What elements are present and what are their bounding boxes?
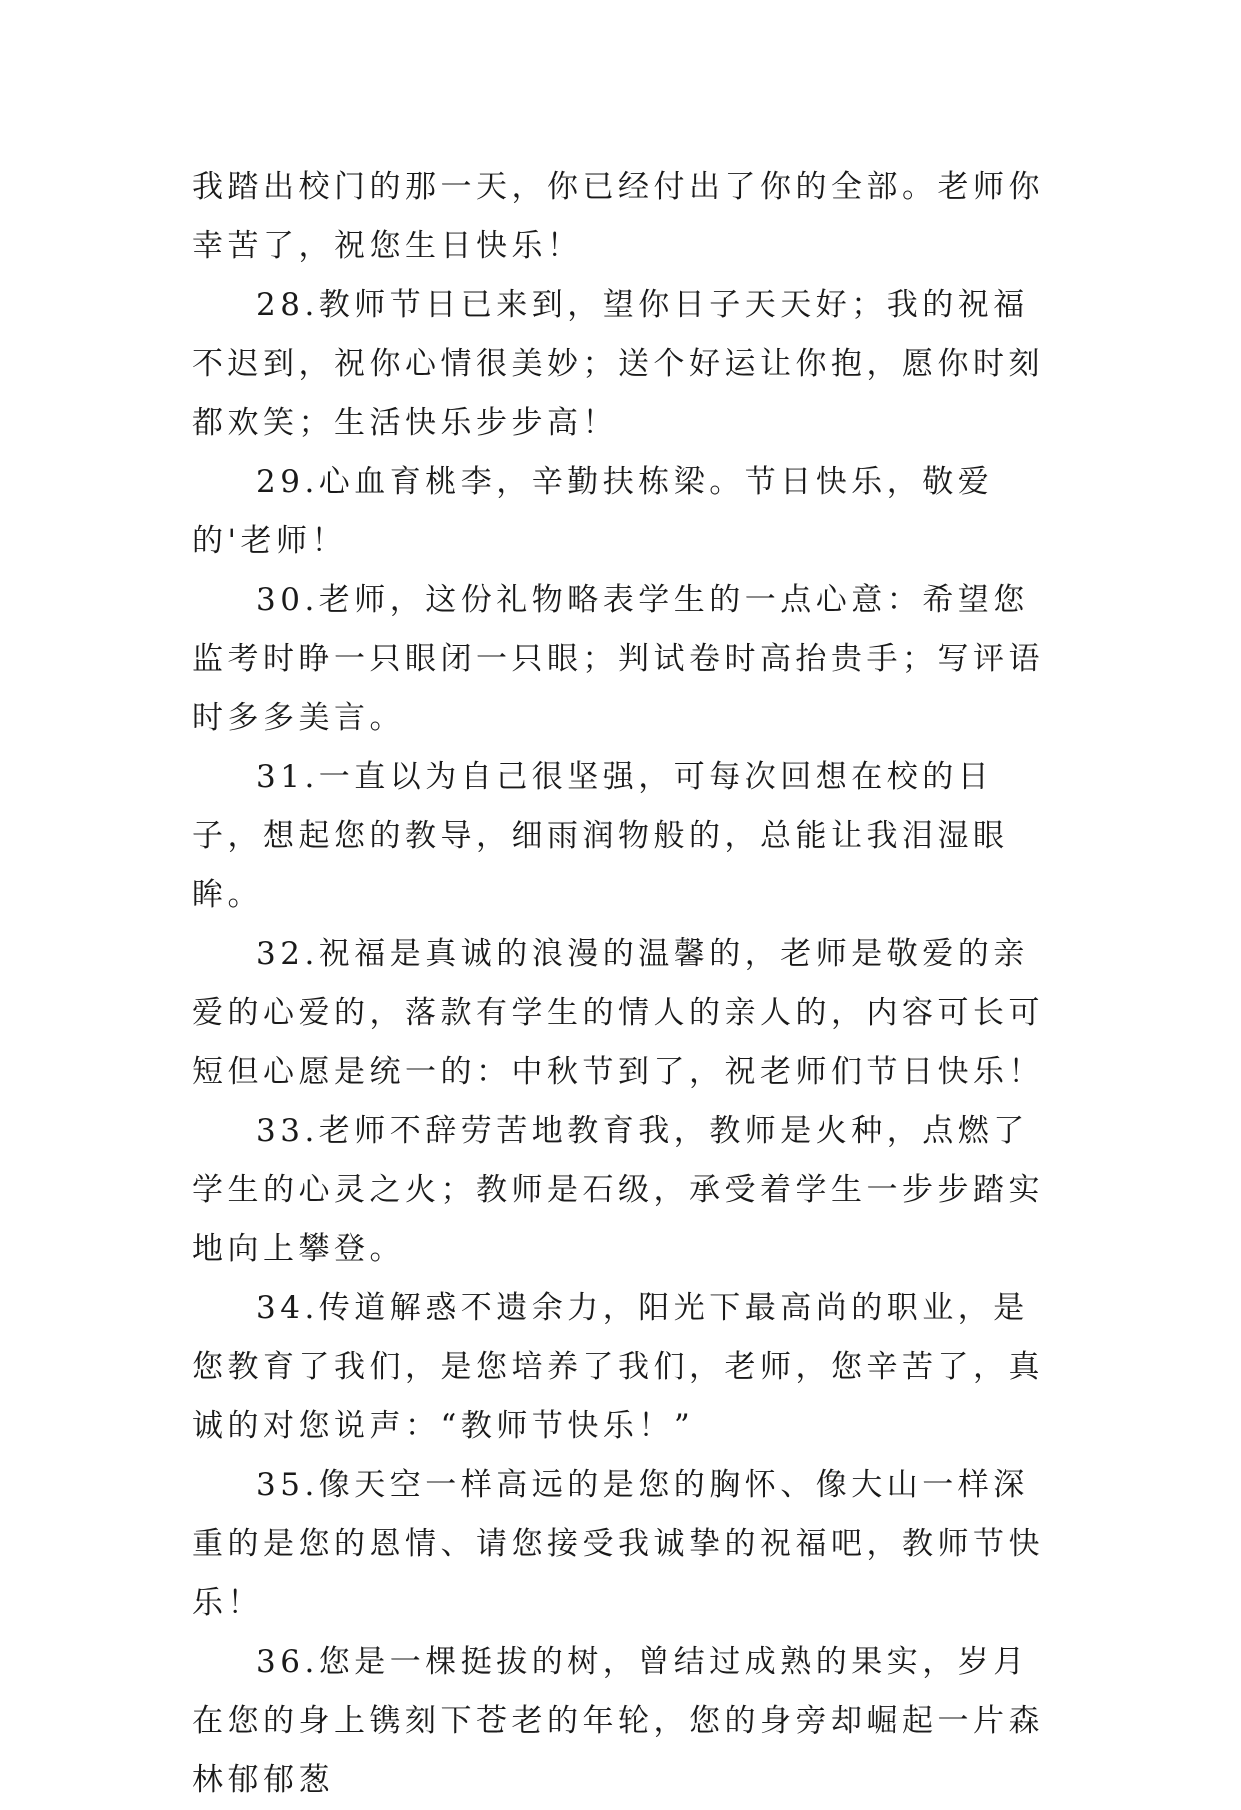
paragraph-28: 28.教师节日已来到，望你日子天天好；我的祝福不迟到，祝你心情很美妙；送个好运让你抱，愿你时刻都欢笑；生活快乐步步高！ — [192, 287, 1044, 441]
paragraph-35: 35.像天空一样高远的是您的胸怀、像大山一样深重的是您的恩情、请您接受我诚挚的祝福吧，教师节快乐！ — [192, 1467, 1044, 1621]
paragraph-31: 31.一直以为自己很坚强，可每次回想在校的日子，想起您的教导，细雨润物般的，总能让我泪湿眼眸。 — [192, 759, 1009, 913]
paragraph-29: 29.心血育桃李，辛勤扶栋梁。节日快乐，敬爱的'老师！ — [192, 464, 994, 559]
paragraph-continuation: 我踏出校门的那一天，你已经付出了你的全部。老师你幸苦了，祝您生日快乐！ — [192, 169, 1044, 264]
document-body — [192, 158, 1052, 1810]
paragraph-30: 30.老师，这份礼物略表学生的一点心意：希望您监考时睁一只眼闭一只眼；判试卷时高抬贵手；写评语时多多美言。 — [192, 582, 1044, 736]
paragraph-36: 36.您是一棵挺拔的树，曾结过成熟的果实，岁月在您的身上镌刻下苍老的年轮，您的身旁却崛起一片森林郁郁葱 — [192, 1644, 1044, 1798]
paragraph-34: 34.传道解惑不遗余力，阳光下最高尚的职业，是您教育了我们，是您培养了我们，老师，您辛苦了，真诚的对您说声：“教师节快乐！” — [192, 1290, 1044, 1444]
paragraph-33: 33.老师不辞劳苦地教育我，教师是火种，点燃了学生的心灵之火；教师是石级，承受着学生一步步踏实地向上攀登。 — [192, 1113, 1044, 1267]
paragraph-32: 32.祝福是真诚的浪漫的温馨的，老师是敬爱的亲爱的心爱的，落款有学生的情人的亲人的，内容可长可短但心愿是统一的：中秋节到了，祝老师们节日快乐！ — [192, 936, 1044, 1090]
